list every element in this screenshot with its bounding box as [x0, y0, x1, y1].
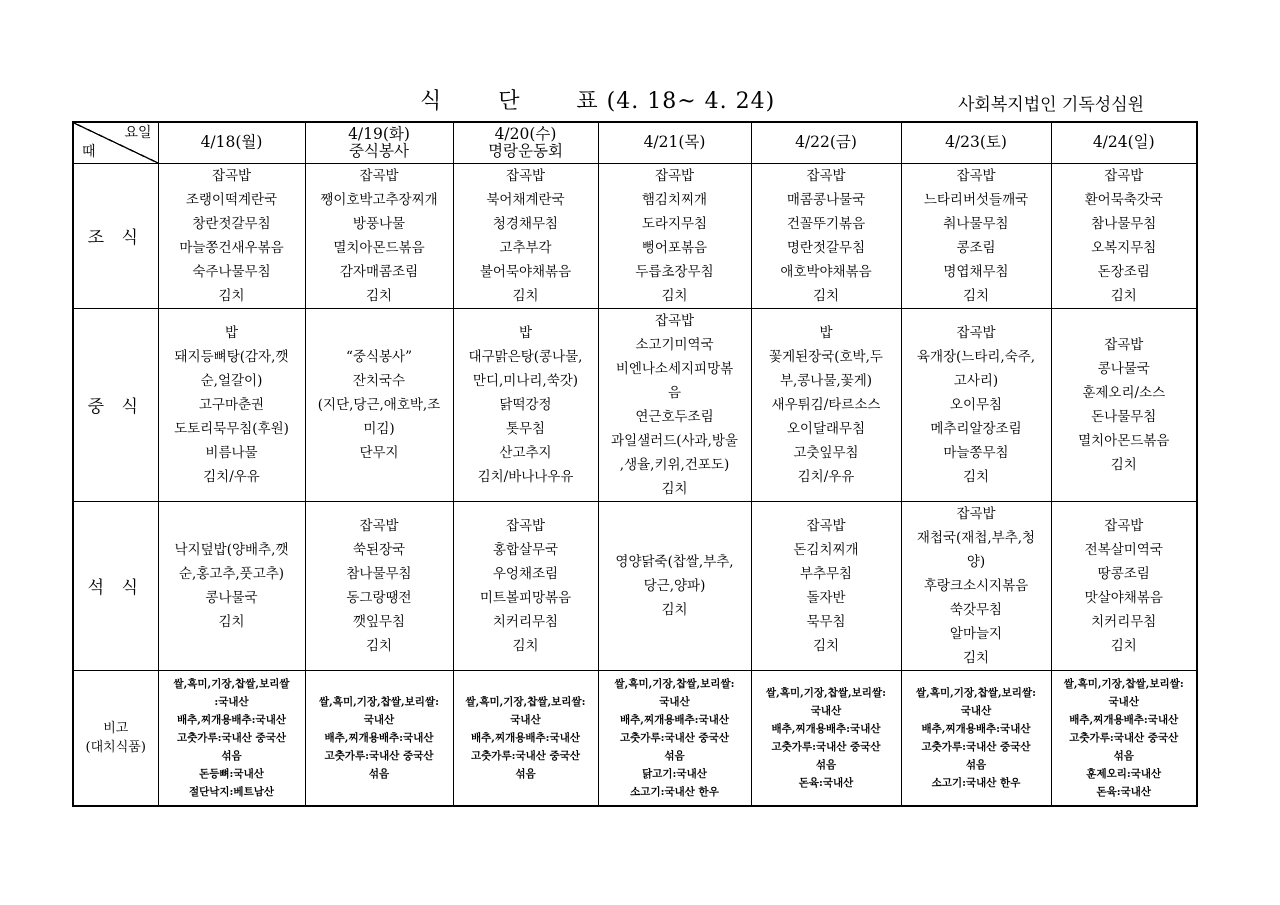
origin-note-line: 소고기:국내산 한우	[931, 776, 1021, 789]
origin-note-line: 섞음	[815, 758, 837, 771]
origin-note-line: 돈육:국내산	[1096, 785, 1152, 798]
menu-item: 마늘쫑건새우볶음	[179, 239, 284, 256]
origin-note-line: 국내산	[960, 704, 992, 717]
menu-item: 김치	[661, 480, 688, 497]
organization-name: 사회복지법인 기독성심원	[958, 95, 1145, 115]
menu-item: 김치	[812, 287, 840, 304]
menu-item: 느타리버섯들깨국	[923, 191, 1029, 208]
menu-item: 방풍나물	[352, 215, 406, 232]
menu-item: 부추무침	[799, 565, 853, 582]
origin-note-line: 고춧가루:국내산 중국산	[177, 731, 286, 744]
menu-item: 돌자반	[806, 589, 846, 606]
menu-cell	[598, 308, 751, 501]
menu-cell	[751, 163, 901, 308]
menu-cell	[158, 308, 305, 501]
menu-cell	[453, 308, 598, 501]
menu-item: 김치	[1110, 637, 1137, 654]
menu-item: 음	[667, 384, 682, 401]
origin-note-line: 섞음	[221, 749, 242, 762]
menu-item: 환어묵축갓국	[1084, 191, 1163, 208]
day-header-1	[158, 122, 305, 163]
origin-note-line: 고춧가루:국내산 중국산	[324, 749, 434, 762]
menu-item: 후랑크소시지볶음	[923, 577, 1029, 594]
day-date: 4/19(화)	[348, 124, 410, 143]
day-date: 4/21(목)	[643, 133, 706, 152]
corner-label-meal: 때	[82, 143, 96, 160]
menu-item: 비엔나소세지피망볶	[615, 360, 734, 377]
corner-header-cell	[73, 122, 158, 163]
menu-item: 숙주나물무침	[192, 263, 271, 280]
menu-item: 청경채무침	[492, 215, 559, 232]
origin-note-line: 절단낙지:베트남산	[188, 785, 275, 798]
menu-item: 돈장조림	[1097, 263, 1150, 280]
menu-item: 미트볼피망볶음	[479, 589, 572, 606]
origin-note-line: 고춧가루:국내산 중국산	[620, 731, 729, 744]
origin-note-line: 국내산	[810, 704, 842, 717]
menu-item: ,생율,키위,건포도)	[619, 456, 730, 473]
menu-item: 전복살미역국	[1084, 541, 1163, 558]
menu-item: 김치	[962, 649, 990, 666]
menu-item: 낙지덮밥(양배추,깻	[174, 541, 289, 558]
menu-item: 김치	[365, 637, 393, 654]
menu-item: 김치	[962, 287, 990, 304]
menu-item: 당근,양파)	[643, 577, 706, 594]
menu-cell	[598, 163, 751, 308]
menu-item: 김치	[661, 601, 688, 618]
menu-table	[72, 121, 1198, 807]
day-date: 4/20(수)	[494, 124, 557, 143]
breakfast-row	[73, 163, 1197, 308]
origin-note-line: 배추,찌개용배추:국내산	[771, 722, 881, 735]
menu-item: 잡곡밥	[1104, 167, 1144, 184]
menu-cell	[158, 163, 305, 308]
menu-item: 김치	[661, 287, 688, 304]
origin-note-line: 배추,찌개용배추:국내산	[471, 731, 580, 744]
menu-item: 매콤콩나물국	[786, 191, 866, 208]
menu-item: 불어묵야채볶음	[479, 263, 572, 280]
menu-item: 밥	[819, 324, 833, 341]
menu-item: 새우튀김/타르소스	[771, 396, 881, 413]
day-date: 4/18(월)	[200, 133, 263, 152]
menu-item: 밥	[518, 324, 533, 341]
day-header-6	[901, 122, 1051, 163]
menu-item: 뻥어포볶음	[641, 239, 708, 256]
day-date: 4/22(금)	[795, 133, 857, 152]
menu-item: 김치	[512, 637, 539, 654]
menu-item: 영양닭죽(찹쌀,부추,	[615, 553, 734, 570]
origin-note-line: 배추,찌개용배추:국내산	[921, 722, 1031, 735]
menu-item: 단무지	[359, 444, 399, 461]
menu-item: 쨍이호박고추장찌개	[320, 191, 438, 208]
menu-item: 김치	[812, 637, 840, 654]
origin-note-line: 섞음	[965, 758, 987, 771]
menu-item: 대구맑은탕(콩나물,	[468, 348, 583, 365]
menu-item: 부,콩나물,꽃게)	[779, 372, 873, 389]
meal-label: 조 식	[73, 163, 158, 308]
menu-item: 깻잎무침	[352, 613, 406, 630]
menu-item: 메추리알장조림	[930, 420, 1022, 437]
menu-item: 미김)	[363, 420, 395, 437]
menu-item: 잡곡밥	[956, 505, 996, 522]
menu-cell	[453, 501, 598, 670]
origin-note-line: 고춧가루:국내산 중국산	[771, 740, 881, 753]
menu-cell	[598, 501, 751, 670]
menu-cell	[901, 163, 1051, 308]
menu-item: 참나물무침	[1091, 215, 1157, 232]
menu-item: 잡곡밥	[1104, 336, 1144, 353]
menu-cell	[1051, 163, 1197, 308]
menu-item: 콩나물국	[1097, 360, 1150, 377]
menu-item: 김치/우유	[203, 468, 260, 485]
day-header-3	[453, 122, 598, 163]
origin-note-cell	[1051, 670, 1197, 806]
menu-item: 고구마춘권	[198, 396, 265, 413]
menu-item: 톳무침	[505, 420, 546, 437]
origin-note-line: 배추,찌개용배추:국내산	[177, 713, 286, 726]
menu-cell	[1051, 308, 1197, 501]
menu-item: 훈제오리/소스	[1082, 384, 1166, 401]
menu-item: 산고추지	[499, 444, 552, 461]
meal-label: 중 식	[73, 308, 158, 501]
notes-label-line: (대치식품)	[85, 739, 146, 755]
menu-item: 치커리무침	[492, 613, 559, 630]
day-header-5	[751, 122, 901, 163]
menu-item: 콩나물국	[205, 589, 258, 606]
menu-item: 건꼴뚜기볶음	[786, 215, 866, 232]
menu-item: 도토리묵무침(후원)	[174, 420, 289, 437]
origin-note-line: 국내산	[510, 713, 541, 726]
menu-item: 고춧잎무침	[793, 444, 859, 461]
origin-note-line: 섞음	[1113, 749, 1134, 762]
origin-note-line: 고춧가루:국내산 중국산	[1069, 731, 1179, 744]
menu-item: 명엽채무침	[943, 263, 1009, 280]
origin-note-line: 국내산	[659, 695, 690, 708]
origin-note-line: 쌀,흑미,기장,찹쌀,보리쌀:	[916, 686, 1036, 699]
menu-item: 치커리무침	[1091, 613, 1157, 630]
menu-item: 콩조림	[956, 239, 996, 256]
header-row	[73, 122, 1197, 163]
menu-item: 춰나물무침	[943, 215, 1009, 232]
menu-item: 잡곡밥	[654, 312, 695, 329]
menu-cell	[305, 163, 453, 308]
menu-item: 명란젓갈무침	[786, 239, 866, 256]
menu-cell	[305, 308, 453, 501]
menu-item: 연근호두조림	[635, 408, 714, 425]
menu-item: 잡곡밥	[359, 167, 399, 184]
origin-note-line: 쌀,흑미,기장,찹쌀,보리쌀:	[1063, 677, 1184, 690]
origin-note-cell	[598, 670, 751, 806]
menu-cell	[305, 501, 453, 670]
menu-item: 참나물무침	[346, 565, 412, 582]
menu-item: 만디,미나리,쑥갓)	[472, 372, 579, 389]
menu-item: 육개장(느타리,숙주,	[916, 348, 1036, 365]
origin-note-line: 쌀,흑미,기장,찹쌀,보리쌀:	[614, 677, 735, 690]
menu-item: 마늘쫑무침	[943, 444, 1009, 461]
origin-note-cell	[751, 670, 901, 806]
notes-label-line: 비고	[103, 720, 129, 736]
origin-note-line: 쌀,흑미,기장,찹쌀,보리쌀:	[465, 695, 586, 708]
menu-cell	[453, 163, 598, 308]
origin-note-line: 배추,찌개용배추:국내산	[620, 713, 729, 726]
origin-note-cell	[305, 670, 453, 806]
origin-note-line: 배추,찌개용배추:국내산	[324, 731, 434, 744]
origin-note-line: 돈육:국내산	[798, 776, 854, 789]
menu-item: 고추부각	[499, 239, 552, 256]
menu-item: 김치/바나나우유	[477, 468, 574, 485]
origin-note-line: 국내산	[1108, 695, 1139, 708]
menu-item: 닭떡강정	[499, 396, 552, 413]
origin-note-line: 고춧가루:국내산 중국산	[921, 740, 1031, 753]
menu-item: 조랭이떡계란국	[185, 191, 278, 208]
menu-item: 양)	[966, 553, 986, 570]
menu-item: 고사리)	[953, 372, 999, 389]
menu-cell	[901, 501, 1051, 670]
day-event: 중식봉사	[349, 141, 409, 160]
menu-item: 도라지무침	[641, 215, 708, 232]
menu-cell	[751, 501, 901, 670]
menu-item: 창란젓갈무침	[192, 215, 271, 232]
menu-item: 북어채계란국	[486, 191, 565, 208]
day-date: 4/23(토)	[945, 133, 1007, 152]
menu-item: 꽃게된장국(호박,두	[769, 348, 883, 365]
menu-item: 순,홍고추,풋고추)	[178, 565, 285, 582]
menu-item: 비름나물	[205, 444, 258, 461]
menu-item: 알마늘지	[949, 625, 1003, 642]
menu-item: 돈김치찌개	[793, 541, 859, 558]
menu-item: 김치	[218, 613, 245, 630]
menu-item: 김치	[1110, 287, 1137, 304]
menu-item: 잡곡밥	[806, 167, 846, 184]
origin-note-line: 섞음	[664, 749, 685, 762]
menu-item: 홍합살무국	[492, 541, 559, 558]
origin-note-line: 국내산	[363, 713, 395, 726]
menu-item: 김치	[962, 468, 990, 485]
origin-note-line: 섞음	[368, 767, 390, 780]
menu-item: 순,얼갈이)	[200, 372, 263, 389]
origin-note-line: 소고기:국내산 한우	[630, 785, 719, 798]
day-header-4	[598, 122, 751, 163]
menu-item: 감자매콤조림	[339, 263, 419, 280]
menu-item: 두릅초장무침	[635, 263, 714, 280]
menu-item: 김치	[218, 287, 245, 304]
menu-item: 소고기미역국	[635, 336, 714, 353]
day-header-7	[1051, 122, 1197, 163]
menu-item: (지단,당근,애호박,조	[317, 396, 441, 413]
menu-item: 잡곡밥	[505, 517, 546, 534]
menu-cell	[158, 501, 305, 670]
menu-item: “중식봉사”	[346, 348, 412, 365]
day-date: 4/24(일)	[1092, 133, 1155, 152]
menu-item: 잡곡밥	[956, 167, 996, 184]
dinner-row	[73, 501, 1197, 670]
menu-item: 잡곡밥	[505, 167, 546, 184]
menu-item: 잡곡밥	[359, 517, 399, 534]
lunch-row	[73, 308, 1197, 501]
menu-item: 멸치아몬드볶음	[1078, 432, 1170, 449]
origin-note-cell	[901, 670, 1051, 806]
menu-item: 김치	[512, 287, 539, 304]
menu-item: 동그랑땡전	[346, 589, 412, 606]
menu-item: 햄김치찌개	[641, 191, 708, 208]
menu-item: 우엉채조림	[492, 565, 559, 582]
menu-item: 애호박야채볶음	[780, 263, 872, 280]
menu-item: 잡곡밥	[806, 517, 846, 534]
menu-item: 묵무침	[806, 613, 846, 630]
notes-row	[73, 670, 1197, 806]
menu-item: 잡곡밥	[956, 324, 996, 341]
menu-cell	[1051, 501, 1197, 670]
menu-item: 땅콩조림	[1097, 565, 1150, 582]
menu-item: 잡곡밥	[654, 167, 695, 184]
menu-item: 과일샐러드(사과,방울	[611, 432, 738, 449]
notes-label	[73, 670, 158, 806]
menu-item: 잡곡밥	[211, 167, 252, 184]
origin-note-line: 훈제오리:국내산	[1086, 767, 1162, 780]
menu-item: 오이무침	[949, 396, 1003, 413]
page-title: 식 단 표 (4. 18~ 4. 24)	[420, 89, 776, 114]
menu-item: 오이달래무침	[786, 420, 866, 437]
origin-note-cell	[158, 670, 305, 806]
menu-cell	[751, 308, 901, 501]
origin-note-cell	[453, 670, 598, 806]
menu-item: 재첩국(재첩,부추,청	[916, 529, 1036, 546]
menu-item: 김치	[1110, 456, 1137, 473]
menu-item: 김치/우유	[797, 468, 855, 485]
day-header-2	[305, 122, 453, 163]
menu-item: 오복지무침	[1091, 239, 1157, 256]
origin-note-line: 쌀,흑미,기장,찹쌀,보리쌀:	[766, 686, 886, 699]
corner-label-day: 요일	[124, 125, 152, 141]
origin-note-line: :국내산	[214, 695, 249, 708]
menu-item: 맛살야채볶음	[1084, 589, 1163, 606]
origin-note-line: 배추,찌개용배추:국내산	[1069, 713, 1179, 726]
origin-note-line: 섞음	[515, 767, 536, 780]
menu-item: 김치	[365, 287, 393, 304]
menu-item: 잡곡밥	[1104, 517, 1144, 534]
day-event: 명랑운동회	[488, 141, 563, 160]
menu-item: 쑥된장국	[352, 541, 406, 558]
menu-item: 돼지등뼈탕(감자,깻	[174, 348, 289, 365]
origin-note-line: 쌀,흑미,기장,찹쌀,보리쌀	[173, 677, 290, 690]
menu-item: 돈나물무침	[1091, 408, 1157, 425]
menu-item: 잔치국수	[352, 372, 406, 389]
origin-note-line: 닭고기:국내산	[642, 767, 707, 780]
menu-item: 멸치아몬드볶음	[333, 239, 425, 256]
origin-note-line: 쌀,흑미,기장,찹쌀,보리쌀:	[319, 695, 439, 708]
origin-note-line: 고춧가루:국내산 중국산	[471, 749, 580, 762]
origin-note-line: 돈등뼈:국내산	[199, 767, 264, 780]
menu-item: 쑥갓무침	[949, 601, 1003, 618]
meal-label: 석 식	[73, 501, 158, 670]
menu-cell	[901, 308, 1051, 501]
menu-item: 밥	[224, 324, 239, 341]
